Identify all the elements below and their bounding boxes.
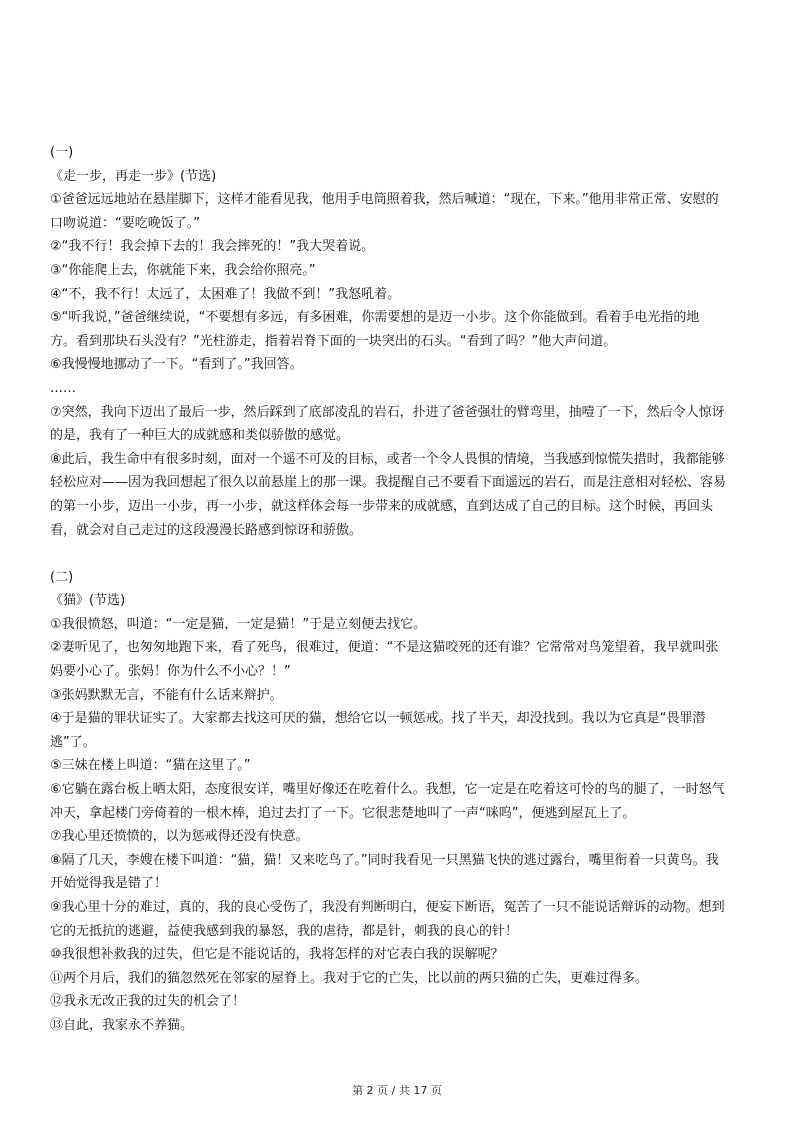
section-2-line: ⑬自此，我家永不养猫。 [50, 1017, 194, 1033]
section-1-line: ②“我不行！我会掉下去的！我会摔死的！”我大哭着说。 [50, 239, 375, 255]
section-2-line: ⑩我很想补救我的过失，但它是不能说话的，我将怎样的对它表白我的误解呢？ [50, 947, 504, 963]
section-1-line: 的是，我有了一种巨大的成就感和类似骄傲的感觉。 [50, 428, 350, 444]
ellipsis-line: …… [50, 380, 76, 396]
section-2-line: ⑥它躺在露台板上晒太阳，态度很安详，嘴里好像还在吃着什么。我想，它一定是在吃着这可怜的鸟的腿了，一时怒气 [50, 782, 725, 798]
section-2-line: ⑧隔了几天，李嫂在楼下叫道：“猫，猫！又来吃鸟了。”同时我看见一只黑猫飞快的逃过露台，嘴里衔着一只黄鸟。我 [50, 852, 719, 868]
section-2-line: 逃”了。 [50, 734, 96, 750]
page-number-footer: 第 2 页 / 共 17 页 [352, 1084, 442, 1097]
section-2-line: ①我很愤怒，叫道：“一定是猫，一定是猫！”于是立刻便去找它。 [50, 616, 427, 632]
section-2-line: 开始觉得我是错了！ [50, 876, 168, 892]
section-2-line: ②妻听见了，也匆匆地跑下来，看了死鸟，很难过，便道：“不是这猫咬死的还有谁？它常常对鸟笼望着，我早就叫张 [50, 640, 719, 656]
section-2-line: 妈要小心了。张妈！你为什么不小心？！” [50, 664, 291, 680]
section-spacer [50, 542, 744, 566]
section-1-line: 方。看到那块石头没有？”光柱游走，指着岩脊下面的一块突出的石头。“看到了吗？”他大声问道。 [50, 333, 617, 349]
section-1-line: ①爸爸远远地站在悬崖脚下，这样才能看见我，他用手电筒照着我，然后喊道：“现在，下来。”他用非常正常、安慰的 [50, 192, 719, 208]
section-1-line: 口吻说道：“要吃晚饭了。” [50, 215, 200, 231]
section-2-line: ⑦我心里还愤愤的，以为惩戒得还没有快意。 [50, 829, 309, 845]
section-2-line: ⑪两个月后，我们的猫忽然死在邻家的屋脊上。我对于它的亡失，比以前的两只猫的亡失，更难过得多。 [50, 970, 649, 986]
section-1-line: ⑥我慢慢地挪动了一下。“看到了。”我回答。 [50, 357, 303, 373]
section-2-line: ④于是猫的罪状证实了。大家都去找这可厌的猫，想给它以一顿惩戒。找了半天，却没找到。我以为它真是“畏罪潜 [50, 711, 706, 727]
section-1-line: ⑦突然，我向下迈出了最后一步，然后踩到了底部凌乱的岩石，扑进了爸爸强壮的臂弯里，抽噎了一下，然后令人惊讶 [50, 404, 725, 420]
section-1-line: 看，就会对自己走过的这段漫漫长路感到惊讶和骄傲。 [50, 522, 363, 538]
document-body [50, 141, 744, 1038]
section-1-line: 的第一小步，迈出一小步，再一小步，就这样体会每一步带来的成就感，直到达成了自己的目标。这个时候，再回头 [50, 498, 714, 514]
section-2-line: ⑫我永无改正我的过失的机会了！ [50, 994, 246, 1010]
section-1-line: ⑧此后，我生命中有很多时刻，面对一个遥不可及的目标，或者一个令人畏惧的情境，当我感到惊慌失措时，我都能够 [50, 451, 725, 467]
section-2-line: ⑤三妹在楼上叫道：“猫在这里了。” [50, 758, 251, 774]
section-2-line: 它的无抵抗的逃避，益使我感到我的暴怒，我的虐待，都是针，刺我的良心的针！ [50, 923, 519, 939]
section-1-line: ⑤“听我说，”爸爸继续说，“不要想有多远，有多困难，你需要想的是迈一小步。这个你能做到。看着手电光指的地 [50, 310, 700, 326]
section-2-heading: (二) [50, 569, 74, 585]
section-1-source: 《走一步，再走一步》(节选) [50, 168, 217, 184]
section-1-line: 轻松应对——因为我回想起了很久以前悬崖上的那一课。我提醒自己不要看下面遥远的岩石，而是注意相对轻松、容易 [50, 475, 727, 491]
section-2-line: 冲天，拿起楼门旁倚着的一根木棒，追过去打了一下。它很悲楚地叫了一声“咪呜”，便逃到屋瓦上了。 [50, 805, 636, 821]
section-1-line: ④“不，我不行！太远了，太困难了！我做不到！”我怒吼着。 [50, 286, 401, 302]
section-1-line: ③“你能爬上去，你就能下来，我会给你照亮。” [50, 262, 316, 278]
section-2-source: 《猫》(节选) [50, 593, 126, 609]
section-2-line: ③张妈默默无言，不能有什么话来辩护。 [50, 687, 283, 703]
section-1-heading: (一) [50, 145, 74, 160]
section-2-line: ⑨我心里十分的难过，真的，我的良心受伤了，我没有判断明白，便妄下断语，冤苦了一只不能说话辩诉的动物。想到 [50, 900, 725, 915]
